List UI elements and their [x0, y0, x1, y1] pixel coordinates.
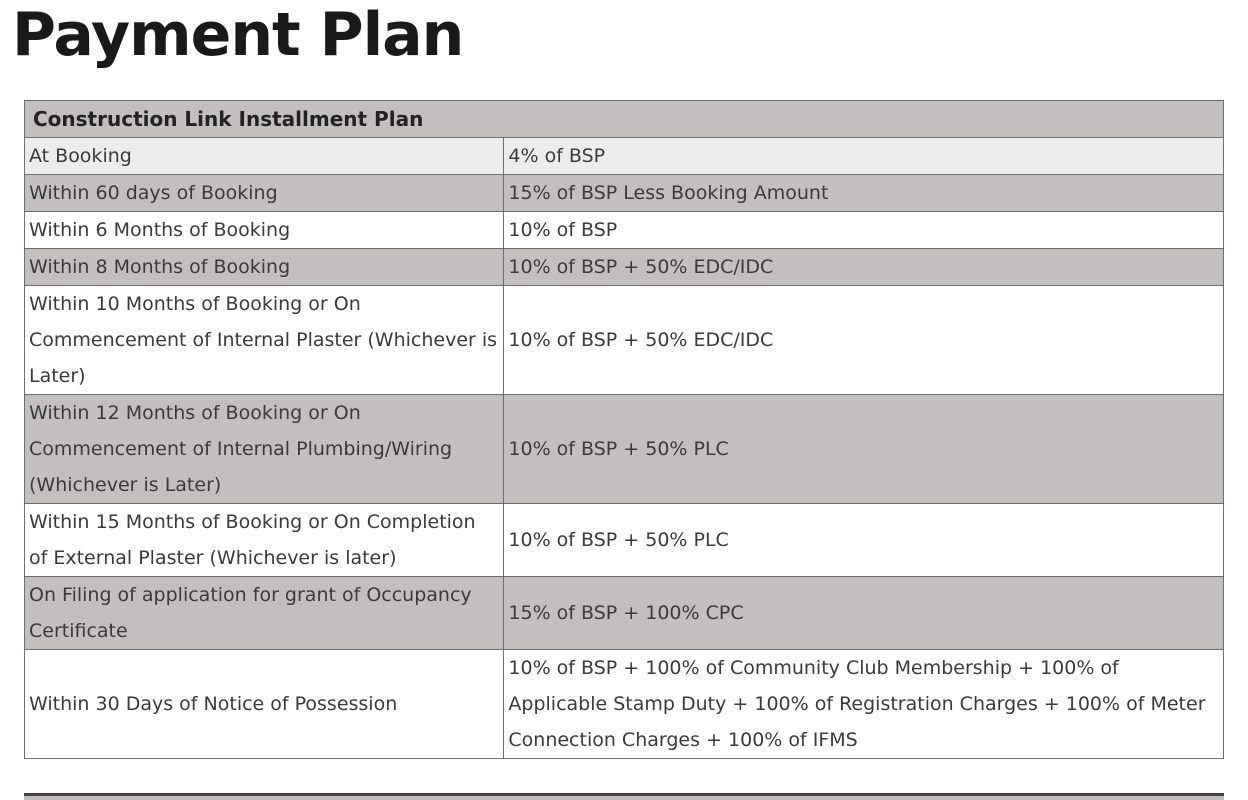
stage-cell: On Filing of application for grant of Occupancy Certificate [25, 577, 504, 650]
amount-cell: 15% of BSP Less Booking Amount [504, 175, 1224, 212]
amount-cell: 15% of BSP + 100% CPC [504, 577, 1224, 650]
table-bottom-edge [24, 793, 1224, 800]
stage-cell: Within 10 Months of Booking or On Commencement of Internal Plaster (Whichever is Later) [25, 286, 504, 395]
stage-cell: Within 8 Months of Booking [25, 249, 504, 286]
amount-cell: 10% of BSP + 50% PLC [504, 504, 1224, 577]
table-row [25, 212, 1224, 249]
table-heading: Construction Link Installment Plan [25, 101, 1224, 138]
stage-cell: Within 15 Months of Booking or On Completion of External Plaster (Whichever is later) [25, 504, 504, 577]
table-row [25, 650, 1224, 759]
stage-cell: Within 6 Months of Booking [25, 212, 504, 249]
stage-cell: Within 60 days of Booking [25, 175, 504, 212]
table-row [25, 286, 1224, 395]
table-row [25, 175, 1224, 212]
payment-plan-table [24, 100, 1224, 759]
amount-cell: 10% of BSP + 50% PLC [504, 395, 1224, 504]
table-header-row [25, 101, 1224, 138]
page-title: Payment Plan [12, 0, 464, 70]
stage-cell: Within 12 Months of Booking or On Commencement of Internal Plumbing/Wiring (Whichever is Later) [25, 395, 504, 504]
amount-cell: 10% of BSP + 50% EDC/IDC [504, 286, 1224, 395]
amount-cell: 4% of BSP [504, 138, 1224, 175]
stage-cell: Within 30 Days of Notice of Possession [25, 650, 504, 759]
amount-cell: 10% of BSP [504, 212, 1224, 249]
table-row [25, 249, 1224, 286]
table-row [25, 138, 1224, 175]
stage-cell: At Booking [25, 138, 504, 175]
amount-cell: 10% of BSP + 50% EDC/IDC [504, 249, 1224, 286]
amount-cell: 10% of BSP + 100% of Community Club Membership + 100% of Applicable Stamp Duty + 100% of Registration Charges + 100% of Meter Connection Charges + 100% of IFMS [504, 650, 1224, 759]
table-row [25, 504, 1224, 577]
table-row [25, 395, 1224, 504]
table-row [25, 577, 1224, 650]
